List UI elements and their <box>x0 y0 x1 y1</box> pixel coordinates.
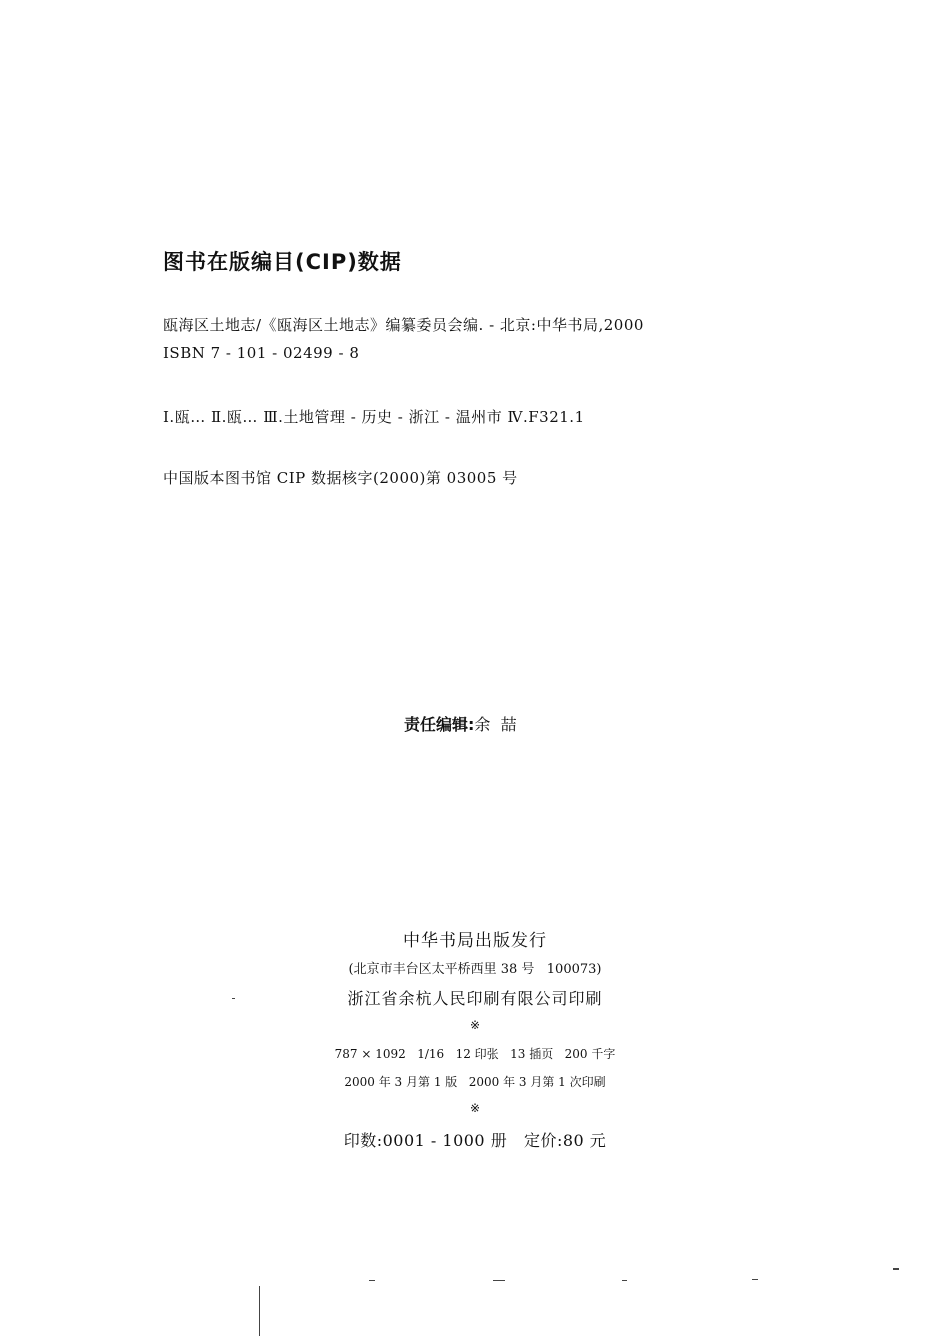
cip-title: 图书在版编目(CIP)数据 <box>163 250 402 274</box>
format-specs-line <box>0 1045 950 1062</box>
printer-line <box>0 986 950 1009</box>
separator-mark-2 <box>0 1101 950 1115</box>
publisher-name: 中华书局出版发行 <box>403 931 547 951</box>
editor-name: 余 喆 <box>474 715 517 734</box>
cip-classification: Ⅰ.瓯… Ⅱ.瓯… Ⅲ.土地管理 - 历史 - 浙江 - 温州市 Ⅳ.F321.1 <box>163 408 585 426</box>
scan-artifact-mark <box>893 1268 899 1270</box>
print-run-price-line <box>0 1128 950 1151</box>
printer-name: 浙江省余杭人民印刷有限公司印刷 <box>347 989 603 1008</box>
scan-artifact-mark <box>493 1280 505 1281</box>
format-specs: 787 × 1092 1/16 12 印张 13 插页 200 千字 <box>334 1047 616 1061</box>
reference-mark-icon: ※ <box>469 1018 481 1032</box>
scan-artifact-vertical-line <box>259 1286 260 1336</box>
separator-mark-1 <box>0 1018 950 1032</box>
publisher-address-line <box>0 958 950 977</box>
scan-artifact-mark <box>369 1280 375 1281</box>
responsible-editor <box>404 712 517 735</box>
publisher-line <box>0 926 950 951</box>
scan-artifact-dot <box>232 998 235 999</box>
edition-line <box>0 1073 950 1090</box>
cip-isbn: ISBN 7 - 101 - 02499 - 8 <box>163 344 360 362</box>
print-run-price: 印数:0001 - 1000 册 定价:80 元 <box>343 1131 607 1150</box>
cip-record-number: 中国版本图书馆 CIP 数据核字(2000)第 03005 号 <box>163 469 518 487</box>
scan-artifact-mark <box>752 1279 758 1280</box>
cip-bibliographic-entry: 瓯海区土地志/《瓯海区土地志》编纂委员会编. - 北京:中华书局,2000 <box>163 316 644 334</box>
scan-artifact-mark <box>622 1280 627 1281</box>
publisher-address: (北京市丰台区太平桥西里 38 号 100073) <box>348 962 602 977</box>
reference-mark-icon: ※ <box>469 1101 481 1115</box>
editor-label: 责任编辑: <box>404 715 475 734</box>
edition-info: 2000 年 3 月第 1 版 2000 年 3 月第 1 次印刷 <box>344 1075 606 1089</box>
